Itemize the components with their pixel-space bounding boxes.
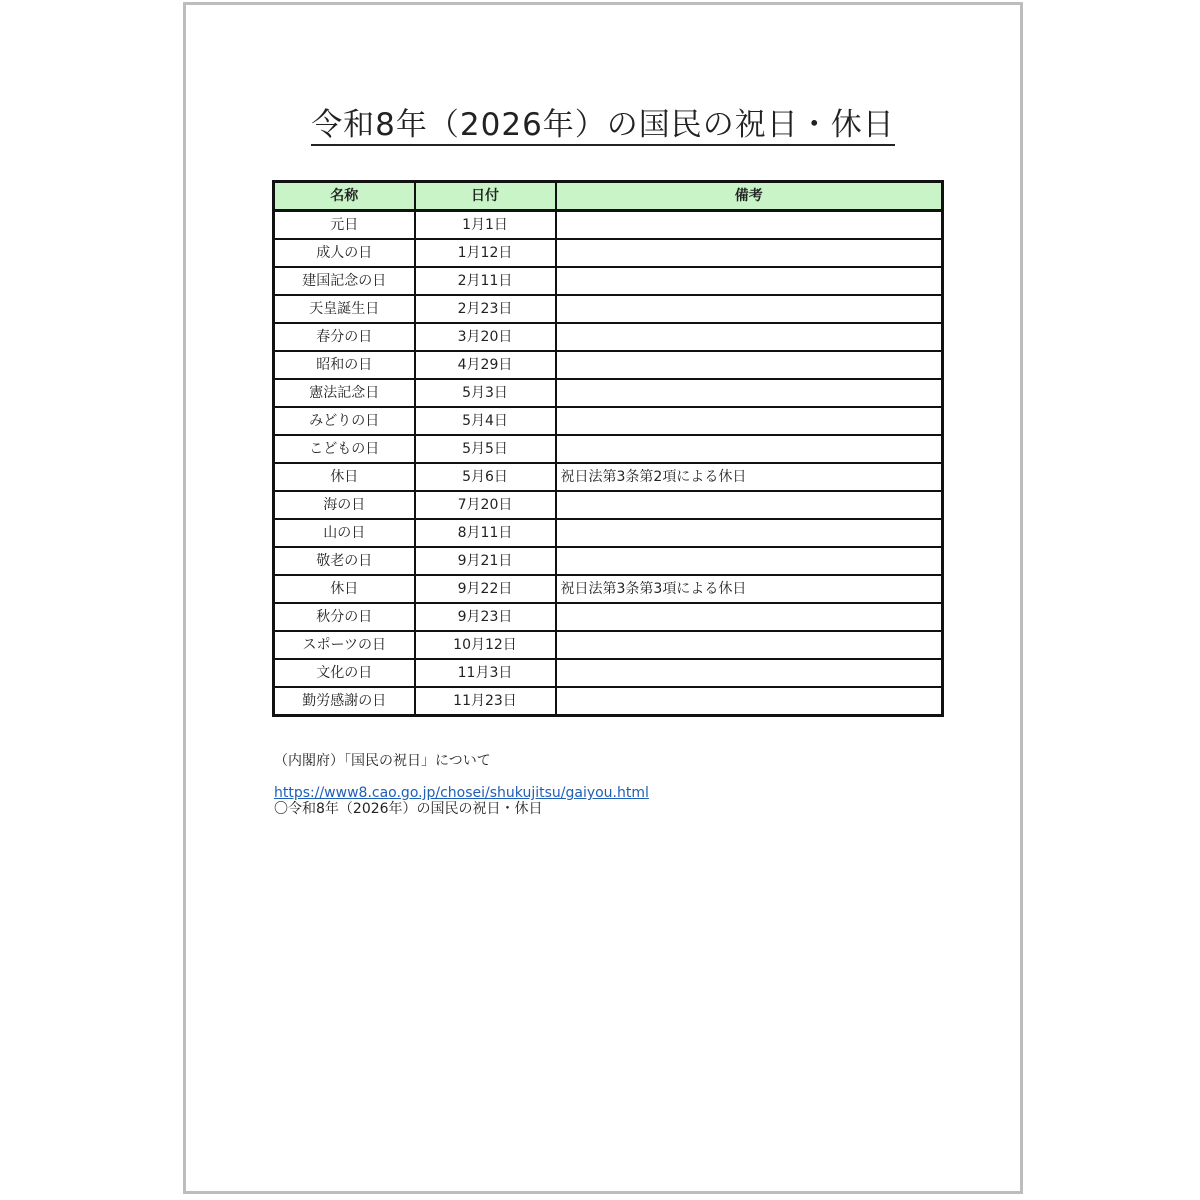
- holiday-name: 天皇誕生日: [274, 295, 415, 323]
- source-link[interactable]: https://www8.cao.go.jp/chosei/shukujitsu/gaiyou.html: [274, 785, 649, 801]
- holiday-note: 祝日法第3条第3項による休日: [556, 575, 943, 603]
- page-title-text: 令和8年（2026年）の国民の祝日・休日: [311, 107, 895, 146]
- table-header-row: [274, 182, 943, 211]
- table-row: [274, 631, 943, 659]
- table-row: [274, 267, 943, 295]
- holiday-date: 9月22日: [415, 575, 556, 603]
- holiday-note: [556, 267, 943, 295]
- holiday-date: 1月12日: [415, 239, 556, 267]
- table-row: [274, 379, 943, 407]
- table-row: [274, 575, 943, 603]
- holiday-note: [556, 351, 943, 379]
- holiday-date: 5月4日: [415, 407, 556, 435]
- holiday-note: [556, 603, 943, 631]
- holiday-name: 成人の日: [274, 239, 415, 267]
- holiday-date: 4月29日: [415, 351, 556, 379]
- table-row: [274, 295, 943, 323]
- table-row: [274, 687, 943, 716]
- holiday-note: [556, 435, 943, 463]
- source-label: （内閣府）「国民の祝日」について: [274, 753, 491, 769]
- holiday-note: [556, 295, 943, 323]
- holiday-note: [556, 407, 943, 435]
- page-title: [186, 105, 1020, 145]
- holiday-date: 7月20日: [415, 491, 556, 519]
- reference-text: 〇令和8年（2026年）の国民の祝日・休日: [274, 801, 543, 817]
- header-name: 名称: [274, 182, 415, 211]
- holiday-name: スポーツの日: [274, 631, 415, 659]
- holiday-name: 文化の日: [274, 659, 415, 687]
- holiday-name: 休日: [274, 463, 415, 491]
- holiday-name: こどもの日: [274, 435, 415, 463]
- header-note: 備考: [556, 182, 943, 211]
- holiday-date: 5月3日: [415, 379, 556, 407]
- holiday-date: 2月11日: [415, 267, 556, 295]
- holiday-name: 秋分の日: [274, 603, 415, 631]
- holiday-date: 3月20日: [415, 323, 556, 351]
- holiday-note: [556, 323, 943, 351]
- table-row: [274, 463, 943, 491]
- table-row: [274, 435, 943, 463]
- holiday-name: 休日: [274, 575, 415, 603]
- holiday-date: 11月23日: [415, 687, 556, 716]
- holiday-name: 海の日: [274, 491, 415, 519]
- holiday-name: 山の日: [274, 519, 415, 547]
- table-row: [274, 491, 943, 519]
- footer: [274, 750, 649, 820]
- holiday-note: [556, 547, 943, 575]
- holiday-date: 5月5日: [415, 435, 556, 463]
- holiday-note: [556, 687, 943, 716]
- holiday-date: 2月23日: [415, 295, 556, 323]
- holiday-date: 11月3日: [415, 659, 556, 687]
- holiday-note: [556, 519, 943, 547]
- holiday-note: [556, 631, 943, 659]
- holiday-name: 建国記念の日: [274, 267, 415, 295]
- holiday-date: 1月1日: [415, 211, 556, 240]
- holiday-name: 春分の日: [274, 323, 415, 351]
- table-row: [274, 211, 943, 240]
- table-row: [274, 407, 943, 435]
- holiday-date: 5月6日: [415, 463, 556, 491]
- holiday-name: 昭和の日: [274, 351, 415, 379]
- holiday-note: [556, 379, 943, 407]
- table-row: [274, 519, 943, 547]
- holiday-note: [556, 239, 943, 267]
- holiday-note: 祝日法第3条第2項による休日: [556, 463, 943, 491]
- holiday-date: 9月23日: [415, 603, 556, 631]
- holiday-date: 9月21日: [415, 547, 556, 575]
- table-row: [274, 351, 943, 379]
- holiday-note: [556, 659, 943, 687]
- table-row: [274, 659, 943, 687]
- holiday-note: [556, 211, 943, 240]
- table-row: [274, 323, 943, 351]
- table-row: [274, 239, 943, 267]
- table-row: [274, 547, 943, 575]
- document-page: [183, 2, 1023, 1194]
- holiday-note: [556, 491, 943, 519]
- holiday-name: 憲法記念日: [274, 379, 415, 407]
- holiday-date: 8月11日: [415, 519, 556, 547]
- holiday-name: 敬老の日: [274, 547, 415, 575]
- holiday-name: みどりの日: [274, 407, 415, 435]
- holiday-date: 10月12日: [415, 631, 556, 659]
- holiday-name: 元日: [274, 211, 415, 240]
- table-row: [274, 603, 943, 631]
- holiday-name: 勤労感謝の日: [274, 687, 415, 716]
- holiday-table: [272, 180, 944, 717]
- header-date: 日付: [415, 182, 556, 211]
